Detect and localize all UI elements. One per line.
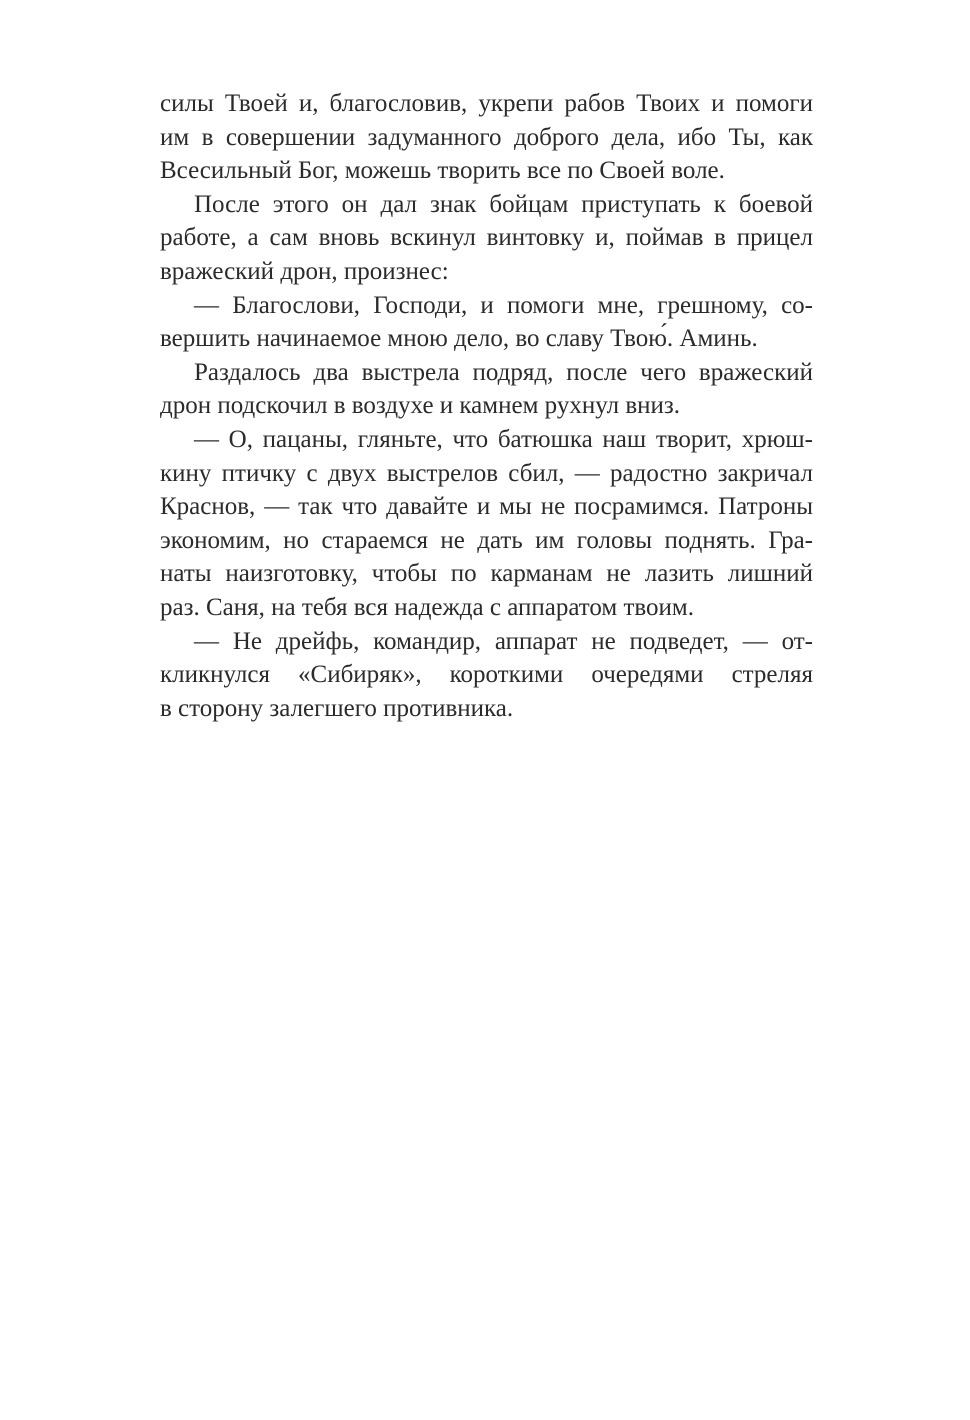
- text-line: вершить начинаемое мною дело, во славу Твою́. Аминь.: [160, 325, 758, 353]
- text-line: — Благослови, Господи, и помоги мне, грешному, со-: [194, 291, 813, 319]
- text-line: Краснов, — так что давайте и мы не посрамимся. Патроны: [160, 493, 813, 521]
- text-line: дрон подскочил в воздухе и камнем рухнул вниз.: [160, 392, 681, 420]
- text-line: Всесильный Бог, можешь творить все по Своей воле.: [160, 157, 725, 185]
- text-line: экономим, но стараемся не дать им головы поднять. Гра-: [160, 526, 813, 554]
- text-line: работе, а сам вновь вскинул винтовку и, поймав в прицел: [160, 224, 813, 252]
- text-line: силы Твоей и, благословив, укрепи рабов Твоих и помоги: [160, 90, 813, 117]
- text-line: — О, пацаны, гляньте, что батюшка наш творит, хрюш-: [194, 425, 813, 453]
- text-line: Раздалось два выстрела подряд, после чего вражеский: [194, 358, 813, 386]
- text-line: кину птичку с двух выстрелов сбил, — радостно закричал: [160, 459, 813, 487]
- text-line: раз. Саня, на тебя вся надежда с аппаратом твоим.: [160, 593, 694, 621]
- text-line: После этого он дал знак бойцам приступать к боевой: [194, 190, 813, 218]
- text-line: — Не дрейфь, командир, аппарат не подведет, — от-: [194, 627, 813, 655]
- page-text: [160, 87, 813, 725]
- text-line: вражеский дрон, произнес:: [160, 257, 449, 285]
- text-line: в сторону залегшего противника.: [160, 694, 514, 722]
- text-line: кликнулся «Сибиряк», короткими очередями стреляя: [160, 661, 813, 689]
- text-line: наты наизготовку, чтобы по карманам не лазить лишний: [160, 560, 813, 588]
- text-line: им в совершении задуманного доброго дела, ибо Ты, как: [160, 123, 813, 151]
